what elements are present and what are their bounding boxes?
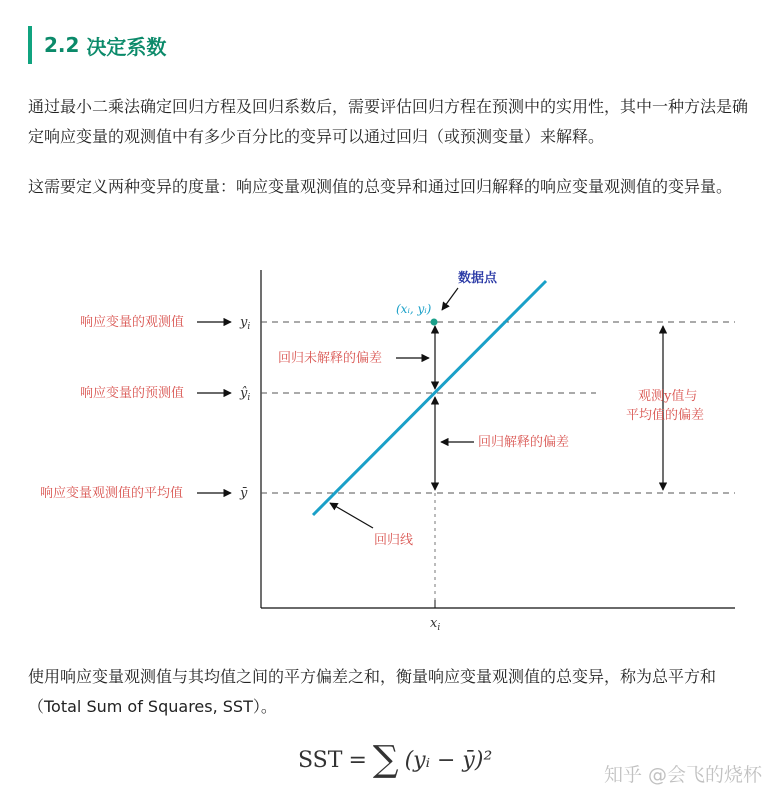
data-point (431, 319, 438, 326)
formula-eq: = (348, 747, 367, 773)
arrow-regression-line (330, 503, 373, 528)
sst-formula (298, 739, 493, 780)
label-total-line2: 平均值的偏差 (626, 408, 705, 423)
section-title: 决定系数 (86, 34, 167, 59)
label-predicted: 响应变量的预测值 (80, 386, 185, 401)
watermark: 知乎 @会飞的烧杯 (603, 764, 762, 786)
label-data-point: 数据点 (458, 271, 498, 286)
section-heading (28, 26, 166, 64)
sum-icon: ∑ (372, 739, 399, 780)
label-total-line1: 观测y值与 (638, 389, 698, 404)
label-regression-line: 回归线 (374, 533, 414, 548)
paragraph-variation: 这需要定义两种变异的度量：响应变量观测值的总变异和通过回归解释的响应变量观测值的变异量。 (28, 177, 733, 196)
label-mean: 响应变量观测值的平均值 (40, 486, 184, 501)
symbol-ybar: ȳ (240, 486, 248, 501)
symbol-yhat-i: $ŷ_i$ (240, 386, 251, 403)
formula-body: (yᵢ − ȳ)² (404, 747, 493, 773)
label-explained: 回归解释的偏差 (478, 435, 570, 450)
label-observed: 响应变量的观测值 (80, 315, 185, 330)
section-number: 2.2 (44, 33, 80, 57)
regression-line (313, 281, 546, 515)
arrow-data-point (442, 288, 458, 310)
symbol-y-i: $y_i$ (240, 315, 251, 332)
paragraph-intro: 通过最小二乘法确定回归方程及回归系数后，需要评估回归方程在预测中的实用性，其中一种方法是确定响应变量的观测值中有多少百分比的变异可以通过回归（或预测变量）来解释。 (28, 97, 749, 146)
label-point-coord: (xᵢ, yᵢ) (396, 302, 432, 316)
paragraph-sst: 使用响应变量观测值与其均值之间的平方偏差之和，衡量响应变量观测值的总变异，称为总平方和（Total Sum of Squares, SST）。 (28, 667, 717, 716)
formula-lhs: SST (298, 747, 343, 773)
regression-diagram (0, 258, 778, 638)
symbol-x-i: $x_i$ (430, 616, 441, 633)
label-unexplained: 回归未解释的偏差 (278, 351, 383, 366)
